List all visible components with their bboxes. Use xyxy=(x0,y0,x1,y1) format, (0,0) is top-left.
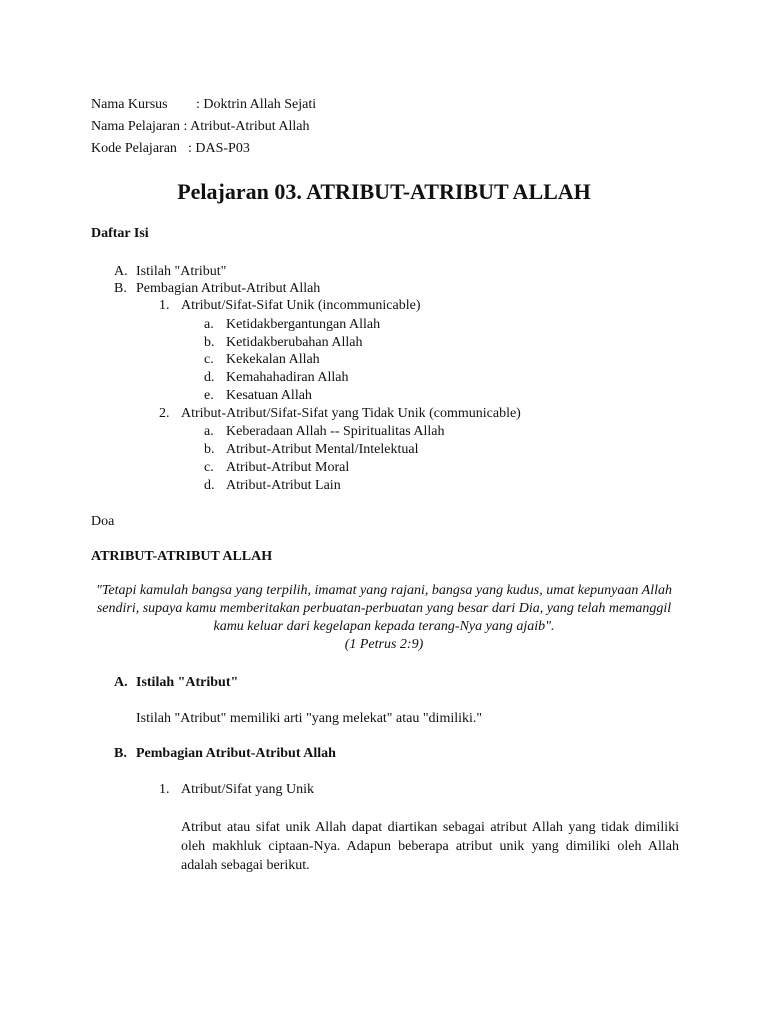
section-a-marker: A. xyxy=(114,675,128,690)
toc-item-marker: a. xyxy=(204,317,214,332)
toc-item-marker: B. xyxy=(114,281,127,296)
meta-course: Nama Kursus : Doktrin Allah Sejati xyxy=(91,97,317,112)
section-heading: ATRIBUT-ATRIBUT ALLAH xyxy=(91,549,273,564)
section-b-body: Atribut atau sifat unik Allah dapat diartikan sebagai atribut Allah yang tidak dimiliki oleh makhluk ciptaan-Nya. Adapun beberapa atribut unik yang dimiliki oleh Allah adalah sebagai berikut. xyxy=(181,820,679,873)
toc-item-tidak-unik: Atribut-Atribut/Sifat-Sifat yang Tidak Unik (communicable) xyxy=(181,406,521,421)
meta-lesson-value: Atribut-Atribut Allah xyxy=(190,119,310,134)
quote-reference: (1 Petrus 2:9) xyxy=(344,637,424,652)
toc-item-pembagian: Pembagian Atribut-Atribut Allah xyxy=(136,281,321,296)
meta-lesson: Nama Pelajaran : Atribut-Atribut Allah xyxy=(91,119,310,134)
meta-course-label: Nama Kursus xyxy=(91,97,168,112)
section-b-heading: Pembagian Atribut-Atribut Allah xyxy=(136,746,336,761)
section-b-sub-heading: Atribut/Sifat yang Unik xyxy=(181,782,314,797)
quote-text: "Tetapi kamulah bangsa yang terpilih, imamat yang rajani, bangsa yang kudus, umat kepunyaan Allah sendiri, supaya kamu memberitakan perbuatan-perbuatan yang besar dari Dia, yang telah memanggil kamu keluar dari kegelapan kepada terang-Nya yang ajaib". xyxy=(96,583,672,634)
section-a-heading: Istilah "Atribut" xyxy=(136,675,239,690)
meta-code-label: Kode Pelajaran xyxy=(91,141,177,156)
toc-item-ketidakberubahan: Ketidakberubahan Allah xyxy=(226,335,363,350)
bible-quote xyxy=(88,582,680,654)
toc-item-mental: Atribut-Atribut Mental/Intelektual xyxy=(226,442,419,457)
section-b-marker: B. xyxy=(114,746,127,761)
toc-item-marker: b. xyxy=(204,442,215,457)
toc-item-marker: c. xyxy=(204,352,214,367)
toc-item-marker: 2. xyxy=(159,406,170,421)
toc-item-marker: d. xyxy=(204,370,215,385)
toc-item-marker: a. xyxy=(204,424,214,439)
toc-item-kesatuan: Kesatuan Allah xyxy=(226,388,312,403)
toc-item-marker: d. xyxy=(204,478,215,493)
toc-item-marker: c. xyxy=(204,460,214,475)
section-b-sub-marker: 1. xyxy=(159,782,170,797)
toc-item-kemahahadiran: Kemahahadiran Allah xyxy=(226,370,349,385)
page-title: Pelajaran 03. ATRIBUT-ATRIBUT ALLAH xyxy=(177,179,591,204)
doa-label: Doa xyxy=(91,514,115,529)
toc-item-istilah: Istilah "Atribut" xyxy=(136,264,227,279)
toc-item-marker: 1. xyxy=(159,298,170,313)
meta-code: Kode Pelajaran : DAS-P03 xyxy=(91,141,250,156)
toc-item-marker: e. xyxy=(204,388,214,403)
toc-item-kekekalan: Kekekalan Allah xyxy=(226,352,320,367)
toc-item-moral: Atribut-Atribut Moral xyxy=(226,460,350,475)
meta-lesson-label: Nama Pelajaran xyxy=(91,119,181,134)
toc-item-unik: Atribut/Sifat-Sifat Unik (incommunicable) xyxy=(181,298,421,313)
section-a-body: Istilah "Atribut" memiliki arti "yang melekat" atau "dimiliki." xyxy=(136,711,483,726)
toc-item-marker: b. xyxy=(204,335,215,350)
meta-code-value: DAS-P03 xyxy=(195,141,250,156)
toc-item-ketidakbergantungan: Ketidakbergantungan Allah xyxy=(226,317,381,332)
toc-item-keberadaan: Keberadaan Allah -- Spiritualitas Allah xyxy=(226,424,445,439)
toc-heading: Daftar Isi xyxy=(91,226,149,241)
toc-item-marker: A. xyxy=(114,264,128,279)
toc-item-lain: Atribut-Atribut Lain xyxy=(226,478,341,493)
meta-course-value: Doktrin Allah Sejati xyxy=(203,97,317,112)
